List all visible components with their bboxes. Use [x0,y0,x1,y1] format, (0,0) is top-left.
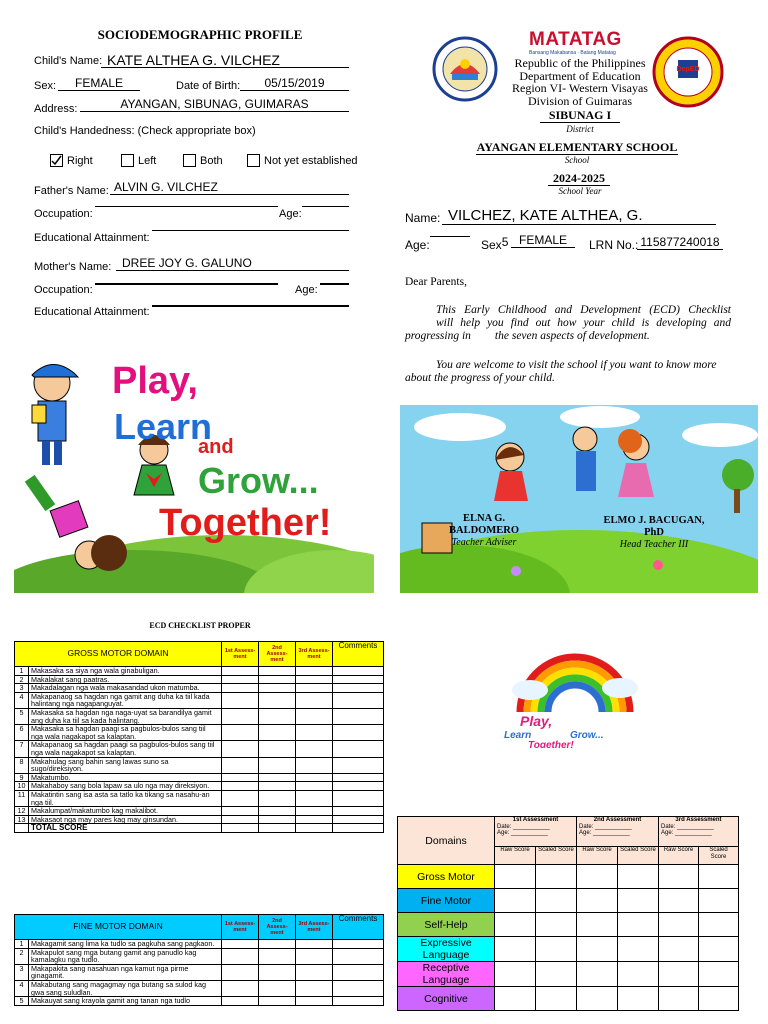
letter-salutation: Dear Parents, [405,276,467,288]
gross-item-text: Makadalagan nga wala makasandad ukon matumba. [29,684,222,693]
domain-label: Cognitive [398,987,495,1011]
summary-row [398,889,739,913]
lrn-label: LRN No.: [589,238,639,252]
assessment-cell[interactable] [259,807,296,816]
rainbow-logo-grow: Grow... [570,730,604,741]
item-number: 13 [15,815,29,824]
matatag-logo-subtext: Bansang Makabansa · Batang Matatag [529,50,616,56]
table-row [15,790,384,806]
banner-word-grow: Grow... [198,460,319,501]
score-cell[interactable] [659,962,699,987]
mother-field[interactable]: DREE JOY G. GALUNO [116,256,349,271]
age-label-1: Age: [279,208,302,220]
handedness-label: Child's Handedness: (Check appropriate box) [34,125,256,137]
assessment-cell[interactable] [259,940,296,949]
assessment-cell[interactable] [222,948,259,964]
assess-1-header: 1st Assess-ment [222,915,259,940]
item-number: 7 [15,741,29,757]
assessment-cell[interactable] [259,980,296,996]
score-cell[interactable] [495,913,536,937]
assessment-cell[interactable] [296,815,333,824]
score-cell[interactable] [699,865,739,889]
scaled-score-header: Scaled Score [618,847,659,865]
mother-label: Mother's Name: [34,261,112,273]
assessment-cell[interactable] [296,997,333,1006]
table-row [15,667,384,676]
letter-paragraph-1: This Early Childhood and Development (ECD) Checklist will help you find out how your child is developing and progressing in the seven aspects of development. [405,304,731,342]
mother-education-field[interactable] [152,305,349,307]
score-cell[interactable] [577,865,618,889]
summary-row [398,865,739,889]
item-number: 9 [15,773,29,782]
score-cell[interactable] [577,913,618,937]
domain-label: Expressive Language [398,937,495,962]
item-number: 6 [15,725,29,741]
kids-playing-banner [400,405,758,593]
comment-cell[interactable] [333,940,384,949]
item-number: 8 [15,757,29,773]
gross-item-text: Makasaka sa hagdan paagi sa pagbulos-bulos sang tiil nga wala nagakapot sa kalaptan. [29,725,222,741]
comment-cell[interactable] [333,773,384,782]
item-number: 5 [15,997,29,1006]
age-label-2: Age: [295,284,318,296]
score-cell[interactable] [495,962,536,987]
domain-label: Gross Motor [398,865,495,889]
comment-cell[interactable] [333,807,384,816]
item-number: 4 [15,692,29,708]
score-cell[interactable] [495,889,536,913]
table-row [15,684,384,693]
mother-age-field[interactable] [320,283,349,285]
comment-cell[interactable] [333,964,384,980]
signatory-head-teacher: ELMO J. BACUGAN, PhD Head Teacher III [603,515,705,550]
gross-item-text: Makasaka sa hagdan nga naga-uyat sa barandilya gamit ang duha ka tiil sa kada halintang. [29,708,222,724]
table-row [15,708,384,724]
assessment-cell[interactable] [296,807,333,816]
gross-item-text: Makasaka sa siya nga wala ginabuligan. [29,667,222,676]
student-sex-field[interactable]: FEMALE [511,233,575,248]
division-text: Division of Guimaras [528,93,632,108]
score-cell[interactable] [536,889,577,913]
education-label-2: Educational Attainment: [34,306,150,318]
assessment-cell[interactable] [222,940,259,949]
comments-header: Comments [333,915,384,940]
rainbow-logo-together: Together! [528,740,574,748]
assessment-cell[interactable] [222,708,259,724]
address-label: Address: [34,103,78,115]
address-field[interactable]: AYANGAN, SIBUNAG, GUIMARAS [80,97,349,112]
score-cell[interactable] [577,962,618,987]
table-row [15,757,384,773]
domain-label: Receptive Language [398,962,495,987]
score-cell[interactable] [618,987,659,1011]
fine-item-text: Makapakita sang nasahuan nga kamut nga pirme ginagamit. [29,964,222,980]
raw-score-header: Raw Score [577,847,618,865]
scaled-score-header: Scaled Score [699,847,739,865]
assessment-1-header: 1st Assessment Date: ___________ Age: ___________ [495,817,577,847]
matatag-logo [529,30,627,58]
assess-2-header: 2nd Assess-ment [259,642,296,667]
gross-item-text: Makalumpat/makatumbo kag makalibot. [29,807,222,816]
assessment-cell[interactable] [296,782,333,791]
banner-word-together: Together! [159,502,332,544]
comments-header: Comments [333,642,384,667]
comment-cell[interactable] [333,741,384,757]
assessment-cell[interactable] [222,773,259,782]
gross-item-text: Makapanaog sa hagdan paagi sa pagbulos-bulos sang tiil nga wala nagakapot sa kalaptan. [29,741,222,757]
domain-label: Fine Motor [398,889,495,913]
checkbox[interactable] [121,154,134,167]
occupation-label-2: Occupation: [34,284,93,296]
assessment-cell[interactable] [222,807,259,816]
item-number: 3 [15,964,29,980]
assessment-cell[interactable] [222,667,259,676]
father-occupation-field[interactable] [95,206,278,207]
letter-paragraph-2: You are welcome to visit the school if you want to know more about the progress of your child. [405,359,717,384]
fine-motor-domain-header: FINE MOTOR DOMAIN [15,915,222,940]
assessment-cell[interactable] [259,815,296,824]
student-name-label: Name: [405,211,441,225]
score-cell[interactable] [699,962,739,987]
comment-cell[interactable] [333,790,384,806]
score-cell[interactable] [699,987,739,1011]
assessment-cell[interactable] [259,692,296,708]
mother-occupation-field[interactable] [95,283,278,285]
child-name-label: Child's Name: [34,55,103,67]
assessment-cell[interactable] [296,725,333,741]
handedness-right[interactable]: Right [50,154,93,167]
assessment-cell[interactable] [296,757,333,773]
department-text: Department of Education [519,68,641,83]
score-cell[interactable] [659,987,699,1011]
assessment-cell[interactable] [259,675,296,684]
score-cell[interactable] [536,987,577,1011]
total-score-label: TOTAL SCORE [29,824,222,833]
handedness-left[interactable]: Left [121,154,156,167]
score-cell[interactable] [618,913,659,937]
gross-motor-domain-header: GROSS MOTOR DOMAIN [15,642,222,667]
table-row [15,997,384,1006]
domain-label: Self-Help [398,913,495,937]
assessment-cell[interactable] [296,741,333,757]
assessment-cell[interactable] [222,675,259,684]
item-number: 12 [15,807,29,816]
comment-cell[interactable] [333,782,384,791]
assessment-cell[interactable] [222,782,259,791]
assessment-cell[interactable] [259,667,296,676]
table-row [15,807,384,816]
assessment-cell[interactable] [222,997,259,1006]
score-cell[interactable] [699,937,739,962]
banner-word-learn: Learn [114,406,213,447]
rainbow-logo-learn: Learn [504,730,532,741]
region-text: Region VI- Western Visayas [512,81,648,96]
matatag-logo-text: MATATAG [529,29,622,50]
assessment-cell[interactable] [222,815,259,824]
rainbow-logo-play: Play, [520,713,553,729]
student-sex-label: Sex5 [481,235,509,252]
item-number: 2 [15,948,29,964]
checkbox[interactable] [183,154,196,167]
assess-1-header: 1st Assess-ment [222,642,259,667]
assessment-3-header: 3rd Assessment Date: ___________ Age: ___________ [659,817,739,847]
fine-motor-table [14,914,384,1006]
comment-cell[interactable] [333,997,384,1006]
assessment-cell[interactable] [296,790,333,806]
assessment-2-header: 2nd Assessment Date: ___________ Age: ___________ [577,817,659,847]
lrn-field[interactable]: 115877240018 [637,235,723,250]
handedness-not-yet[interactable]: Not yet established [247,154,358,167]
assessment-cell[interactable] [259,684,296,693]
comment-cell[interactable] [333,684,384,693]
raw-score-header: Raw Score [495,847,536,865]
score-cell[interactable] [577,987,618,1011]
comment-cell[interactable] [333,815,384,824]
gross-item-text: Makapanaog sa hagdan nga gamit ang duha ka tiil kada halintang nga nagapanguyat. [29,692,222,708]
student-age-field[interactable] [430,236,470,237]
raw-score-header: Raw Score [659,847,699,865]
school-year-label: School Year [558,186,602,196]
item-number: 10 [15,782,29,791]
school-year-value: 2024-2025 [548,172,610,186]
table-row [15,948,384,964]
dob-label: Date of Birth: [176,80,241,92]
assessment-cell[interactable] [296,940,333,949]
fine-item-text: Makabutang sang magagmay nga butang sa sulod kag gwa sang suludlan. [29,980,222,996]
occupation-label-1: Occupation: [34,208,93,220]
profile-title: SOCIODEMOGRAPHIC PROFILE [97,27,303,42]
assess-3-header: 3rd Assess-ment [296,915,333,940]
assessment-cell[interactable] [259,757,296,773]
deped-guimaras-seal-icon [432,36,498,102]
gross-item-text: Makasaot nga may pares kag may ginsundan. [29,815,222,824]
assessment-cell[interactable] [296,964,333,980]
score-cell[interactable] [536,937,577,962]
assessment-cell[interactable] [296,708,333,724]
score-cell[interactable] [577,889,618,913]
republic-text: Republic of the Philippines [514,56,646,70]
sex-field[interactable]: FEMALE [58,76,140,91]
assessment-cell[interactable] [222,790,259,806]
scaled-score-header: Scaled Score [536,847,577,865]
assessment-cell[interactable] [296,980,333,996]
score-cell[interactable] [618,962,659,987]
district-value: SIBUNAG I [540,109,620,123]
table-row [15,725,384,741]
assessment-cell[interactable] [222,757,259,773]
student-name-field[interactable]: VILCHEZ, KATE ALTHEA, G. [442,207,716,225]
gross-item-text: Makahaboy sang bola lapaw sa ulo nga may direksiyon. [29,782,222,791]
child-name-field[interactable]: KATE ALTHEA G. VILCHEZ [101,53,349,68]
score-cell[interactable] [618,889,659,913]
assessment-cell[interactable] [259,741,296,757]
gross-item-text: Makahulag sang bahin sang lawas suno sa sugo/direksiyon. [29,757,222,773]
assessment-cell[interactable] [222,692,259,708]
banner-word-and: and [198,436,234,458]
father-label: Father's Name: [34,185,109,197]
fine-item-text: Makauyat sang krayola gamit ang tanan nga tudlo [29,997,222,1006]
assess-3-header: 3rd Assess-ment [296,642,333,667]
score-cell[interactable] [577,937,618,962]
signatory-adviser: ELNA G. BALDOMERO Teacher Adviser [448,513,519,548]
domains-header: Domains [398,817,495,865]
school-value: AYANGAN ELEMENTARY SCHOOL [476,140,678,154]
score-cell[interactable] [495,937,536,962]
assessment-cell[interactable] [296,948,333,964]
score-cell[interactable] [536,962,577,987]
gross-item-text: Makatintin sang isa asta sa tatlo ka tikang sa nasahu-an nga tiil. [29,790,222,806]
score-cell[interactable] [699,889,739,913]
score-cell[interactable] [536,865,577,889]
fine-item-text: Makapulot sang mga butang gamit ang panudlo kag kamalagku nga tudlo. [29,948,222,964]
comment-cell[interactable] [333,692,384,708]
score-cell[interactable] [618,865,659,889]
assessment-cell[interactable] [296,675,333,684]
score-cell[interactable] [495,987,536,1011]
assessment-cell[interactable] [222,684,259,693]
student-age-label: Age: [405,238,430,252]
assessment-cell[interactable] [296,684,333,693]
father-field[interactable]: ALVIN G. VILCHEZ [110,180,349,195]
score-cell[interactable] [618,937,659,962]
score-cell[interactable] [659,937,699,962]
summary-row [398,937,739,962]
father-age-field[interactable] [302,206,349,207]
checkbox-checked[interactable] [50,154,63,167]
education-label-1: Educational Attainment: [34,232,150,244]
domain-summary-table [397,816,739,1011]
assessment-cell[interactable] [259,773,296,782]
checklist-title: ECD CHECKLIST PROPER [149,621,251,630]
assessment-cell[interactable] [259,725,296,741]
father-education-field[interactable] [152,230,349,231]
summary-row [398,987,739,1011]
comment-cell[interactable] [333,980,384,996]
table-row [15,964,384,980]
assessment-cell[interactable] [259,948,296,964]
summary-row [398,962,739,987]
play-learn-grow-banner [14,355,374,593]
district-label: District [566,124,594,134]
score-cell[interactable] [659,913,699,937]
dob-field[interactable]: 05/15/2019 [240,76,349,91]
assessment-cell[interactable] [259,708,296,724]
comment-cell[interactable] [333,708,384,724]
fine-item-text: Makagamit sang lima ka tudlo sa pagkuha sang pagkaon. [29,940,222,949]
item-number: 2 [15,675,29,684]
assessment-cell[interactable] [296,667,333,676]
summary-row [398,913,739,937]
handedness-both[interactable]: Both [183,154,223,167]
comment-cell[interactable] [333,757,384,773]
gross-item-text: Makalakat sang paatras. [29,675,222,684]
item-number: 1 [15,667,29,676]
comment-cell[interactable] [333,948,384,964]
item-number: 1 [15,940,29,949]
assessment-cell[interactable] [259,782,296,791]
item-number: 5 [15,708,29,724]
assessment-cell[interactable] [222,980,259,996]
sex-label: Sex: [34,80,57,92]
table-row [15,940,384,949]
assessment-cell[interactable] [222,741,259,757]
score-cell[interactable] [495,865,536,889]
school-label: School [564,155,590,165]
assessment-cell[interactable] [296,692,333,708]
score-cell[interactable] [659,865,699,889]
item-number: 11 [15,790,29,806]
comment-cell[interactable] [333,675,384,684]
item-number: 3 [15,684,29,693]
score-cell[interactable] [536,913,577,937]
assessment-cell[interactable] [259,997,296,1006]
comment-cell[interactable] [333,725,384,741]
banner-word-play: Play, [112,360,198,402]
assessment-cell[interactable] [259,790,296,806]
comment-cell[interactable] [333,667,384,676]
gross-motor-table [14,641,384,833]
assessment-cell[interactable] [222,725,259,741]
table-row [15,980,384,996]
rainbow-play-logo [500,642,650,748]
assessment-cell[interactable] [259,964,296,980]
checkbox[interactable] [247,154,260,167]
banner-illustration [14,355,374,593]
assessment-cell[interactable] [222,964,259,980]
item-number: 4 [15,980,29,996]
score-cell[interactable] [659,889,699,913]
assessment-cell[interactable] [296,773,333,782]
deped-badge-text: DepED [676,66,700,73]
table-row [15,692,384,708]
score-cell[interactable] [699,913,739,937]
table-row [15,741,384,757]
gross-item-text: Makatumbo. [29,773,222,782]
assess-2-header: 2nd Assess-ment [259,915,296,940]
